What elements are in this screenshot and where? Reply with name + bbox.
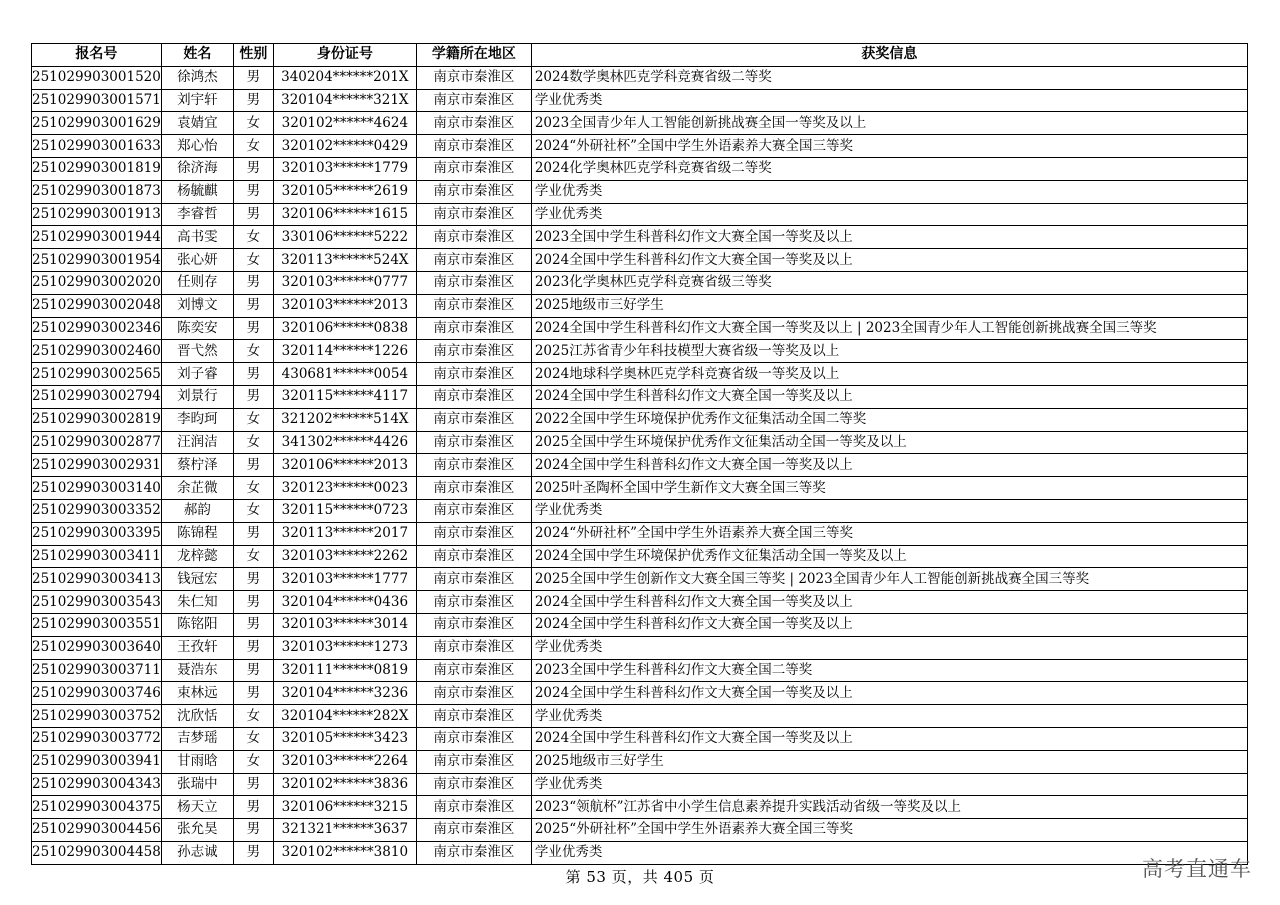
table-row: [32, 591, 1248, 614]
id-number-cell: 341302******4426: [273, 431, 416, 454]
table-row: [32, 89, 1248, 112]
registration-no-cell: 251029903003543: [32, 591, 162, 614]
registration-no-cell: 251029903001633: [32, 135, 162, 158]
region-cell: 南京市秦淮区: [416, 385, 531, 408]
name-cell: 龙梓懿: [161, 545, 233, 568]
name-cell: 王孜轩: [161, 636, 233, 659]
name-cell: 孙志诚: [161, 841, 233, 864]
name-cell: 郝韵: [161, 499, 233, 522]
award-info-cell: 2023全国青少年人工智能创新挑战赛全国一等奖及以上: [531, 112, 1247, 135]
table-row: [32, 408, 1248, 431]
region-cell: 南京市秦淮区: [416, 294, 531, 317]
award-info-cell: 2025地级市三好学生: [531, 750, 1247, 773]
award-info-cell: 学业优秀类: [531, 636, 1247, 659]
id-number-cell: 320104******321X: [273, 89, 416, 112]
registration-no-cell: 251029903001954: [32, 249, 162, 272]
award-info-cell: 2022全国中学生环境保护优秀作文征集活动全国二等奖: [531, 408, 1247, 431]
name-cell: 蔡柠泽: [161, 454, 233, 477]
registration-no-cell: 251029903003413: [32, 568, 162, 591]
name-cell: 刘宇轩: [161, 89, 233, 112]
award-info-cell: 2024化学奥林匹克学科竞赛省级二等奖: [531, 157, 1247, 180]
id-number-cell: 320106******3215: [273, 796, 416, 819]
table-row: [32, 819, 1248, 842]
region-cell: 南京市秦淮区: [416, 203, 531, 226]
name-cell: 刘博文: [161, 294, 233, 317]
region-cell: 南京市秦淮区: [416, 408, 531, 431]
region-cell: 南京市秦淮区: [416, 819, 531, 842]
name-cell: 徐济海: [161, 157, 233, 180]
id-number-cell: 320103******1273: [273, 636, 416, 659]
name-cell: 余芷微: [161, 477, 233, 500]
region-cell: 南京市秦淮区: [416, 89, 531, 112]
award-info-cell: 2024“外研社杯”全国中学生外语素养大赛全国三等奖: [531, 135, 1247, 158]
table-row: [32, 545, 1248, 568]
gender-cell: 男: [233, 317, 273, 340]
name-cell: 陈铭阳: [161, 613, 233, 636]
gender-cell: 男: [233, 819, 273, 842]
award-info-cell: 2024全国中学生环境保护优秀作文征集活动全国一等奖及以上: [531, 545, 1247, 568]
award-list-table: [31, 43, 1248, 865]
gender-cell: 男: [233, 363, 273, 386]
name-cell: 朱仁知: [161, 591, 233, 614]
award-info-cell: 2023全国中学生科普科幻作文大赛全国一等奖及以上: [531, 226, 1247, 249]
header-id-number: 身份证号: [273, 44, 416, 67]
id-number-cell: 320115******0723: [273, 499, 416, 522]
gender-cell: 男: [233, 271, 273, 294]
id-number-cell: 320113******524X: [273, 249, 416, 272]
award-info-cell: 2024全国中学生科普科幻作文大赛全国一等奖及以上: [531, 249, 1247, 272]
registration-no-cell: 251029903003941: [32, 750, 162, 773]
award-info-cell: 学业优秀类: [531, 203, 1247, 226]
id-number-cell: 320106******2013: [273, 454, 416, 477]
region-cell: 南京市秦淮区: [416, 636, 531, 659]
region-cell: 南京市秦淮区: [416, 591, 531, 614]
id-number-cell: 320102******3810: [273, 841, 416, 864]
id-number-cell: 320105******3423: [273, 727, 416, 750]
award-info-cell: 2025全国中学生环境保护优秀作文征集活动全国一等奖及以上: [531, 431, 1247, 454]
name-cell: 任则存: [161, 271, 233, 294]
region-cell: 南京市秦淮区: [416, 841, 531, 864]
award-info-cell: 2025全国中学生创新作文大赛全国三等奖 | 2023全国青少年人工智能创新挑战赛全国三等奖: [531, 568, 1247, 591]
name-cell: 汪润洁: [161, 431, 233, 454]
gender-cell: 女: [233, 431, 273, 454]
registration-no-cell: 251029903004343: [32, 773, 162, 796]
gender-cell: 女: [233, 135, 273, 158]
name-cell: 钱冠宏: [161, 568, 233, 591]
gender-cell: 男: [233, 841, 273, 864]
table-row: [32, 727, 1248, 750]
award-info-cell: 2025江苏省青少年科技模型大赛省级一等奖及以上: [531, 340, 1247, 363]
region-cell: 南京市秦淮区: [416, 363, 531, 386]
id-number-cell: 320111******0819: [273, 659, 416, 682]
region-cell: 南京市秦淮区: [416, 317, 531, 340]
gender-cell: 男: [233, 89, 273, 112]
table-row: [32, 180, 1248, 203]
award-info-cell: 2024全国中学生科普科幻作文大赛全国一等奖及以上: [531, 385, 1247, 408]
name-cell: 郑心怡: [161, 135, 233, 158]
table-row: [32, 112, 1248, 135]
table-row: [32, 705, 1248, 728]
registration-no-cell: 251029903001520: [32, 66, 162, 89]
registration-no-cell: 251029903003640: [32, 636, 162, 659]
table-row: [32, 750, 1248, 773]
region-cell: 南京市秦淮区: [416, 705, 531, 728]
table-row: [32, 294, 1248, 317]
region-cell: 南京市秦淮区: [416, 773, 531, 796]
region-cell: 南京市秦淮区: [416, 226, 531, 249]
header-award-info: 获奖信息: [531, 44, 1247, 67]
id-number-cell: 340204******201X: [273, 66, 416, 89]
registration-no-cell: 251029903003711: [32, 659, 162, 682]
table-row: [32, 340, 1248, 363]
region-cell: 南京市秦淮区: [416, 340, 531, 363]
award-info-cell: 2024地球科学奥林匹克学科竞赛省级一等奖及以上: [531, 363, 1247, 386]
region-cell: 南京市秦淮区: [416, 796, 531, 819]
region-cell: 南京市秦淮区: [416, 499, 531, 522]
registration-no-cell: 251029903003746: [32, 682, 162, 705]
id-number-cell: 321202******514X: [273, 408, 416, 431]
registration-no-cell: 251029903003395: [32, 522, 162, 545]
award-info-cell: 2023化学奥林匹克学科竞赛省级三等奖: [531, 271, 1247, 294]
region-cell: 南京市秦淮区: [416, 157, 531, 180]
registration-no-cell: 251029903003352: [32, 499, 162, 522]
id-number-cell: 320113******2017: [273, 522, 416, 545]
gender-cell: 男: [233, 591, 273, 614]
region-cell: 南京市秦淮区: [416, 477, 531, 500]
award-info-cell: 学业优秀类: [531, 499, 1247, 522]
registration-no-cell: 251029903002931: [32, 454, 162, 477]
gender-cell: 女: [233, 340, 273, 363]
name-cell: 晋弋然: [161, 340, 233, 363]
gender-cell: 男: [233, 294, 273, 317]
table-row: [32, 659, 1248, 682]
gender-cell: 男: [233, 385, 273, 408]
region-cell: 南京市秦淮区: [416, 750, 531, 773]
region-cell: 南京市秦淮区: [416, 545, 531, 568]
name-cell: 杨天立: [161, 796, 233, 819]
gender-cell: 男: [233, 773, 273, 796]
registration-no-cell: 251029903004456: [32, 819, 162, 842]
registration-no-cell: 251029903003752: [32, 705, 162, 728]
table-row: [32, 385, 1248, 408]
gender-cell: 男: [233, 522, 273, 545]
gender-cell: 男: [233, 659, 273, 682]
id-number-cell: 320103******2264: [273, 750, 416, 773]
id-number-cell: 320103******1779: [273, 157, 416, 180]
award-info-cell: 学业优秀类: [531, 705, 1247, 728]
name-cell: 吉梦瑶: [161, 727, 233, 750]
name-cell: 李昀珂: [161, 408, 233, 431]
award-info-cell: 2024数学奥林匹克学科竞赛省级二等奖: [531, 66, 1247, 89]
id-number-cell: 320104******3236: [273, 682, 416, 705]
award-info-cell: 2024全国中学生科普科幻作文大赛全国一等奖及以上: [531, 613, 1247, 636]
id-number-cell: 320123******0023: [273, 477, 416, 500]
registration-no-cell: 251029903003411: [32, 545, 162, 568]
table-body: [32, 66, 1248, 864]
award-info-cell: 2024“外研社杯”全国中学生外语素养大赛全国三等奖: [531, 522, 1247, 545]
table-header-row: [32, 44, 1248, 67]
gender-cell: 女: [233, 545, 273, 568]
table-row: [32, 66, 1248, 89]
name-cell: 沈欣恬: [161, 705, 233, 728]
header-registration-no: 报名号: [32, 44, 162, 67]
table-row: [32, 682, 1248, 705]
name-cell: 高书雯: [161, 226, 233, 249]
gender-cell: 男: [233, 454, 273, 477]
gender-cell: 女: [233, 727, 273, 750]
id-number-cell: 320102******4624: [273, 112, 416, 135]
gender-cell: 男: [233, 682, 273, 705]
gender-cell: 男: [233, 636, 273, 659]
id-number-cell: 320114******1226: [273, 340, 416, 363]
name-cell: 张心妍: [161, 249, 233, 272]
id-number-cell: 320104******0436: [273, 591, 416, 614]
region-cell: 南京市秦淮区: [416, 135, 531, 158]
award-info-cell: 学业优秀类: [531, 773, 1247, 796]
id-number-cell: 320103******3014: [273, 613, 416, 636]
region-cell: 南京市秦淮区: [416, 112, 531, 135]
table-row: [32, 613, 1248, 636]
award-info-cell: 2024全国中学生科普科幻作文大赛全国一等奖及以上: [531, 682, 1247, 705]
gender-cell: 女: [233, 408, 273, 431]
award-info-cell: 2025“外研社杯”全国中学生外语素养大赛全国三等奖: [531, 819, 1247, 842]
region-cell: 南京市秦淮区: [416, 431, 531, 454]
region-cell: 南京市秦淮区: [416, 271, 531, 294]
region-cell: 南京市秦淮区: [416, 613, 531, 636]
award-info-cell: 2024全国中学生科普科幻作文大赛全国一等奖及以上: [531, 591, 1247, 614]
id-number-cell: 320105******2619: [273, 180, 416, 203]
name-cell: 陈锦程: [161, 522, 233, 545]
registration-no-cell: 251029903003551: [32, 613, 162, 636]
name-cell: 陈奕安: [161, 317, 233, 340]
name-cell: 张允昊: [161, 819, 233, 842]
registration-no-cell: 251029903002460: [32, 340, 162, 363]
region-cell: 南京市秦淮区: [416, 682, 531, 705]
name-cell: 刘子睿: [161, 363, 233, 386]
award-info-cell: 2025叶圣陶杯全国中学生新作文大赛全国三等奖: [531, 477, 1247, 500]
id-number-cell: 320104******282X: [273, 705, 416, 728]
table-row: [32, 796, 1248, 819]
watermark-text: 高考直通车: [1142, 857, 1252, 881]
name-cell: 徐鸿杰: [161, 66, 233, 89]
id-number-cell: 320103******2013: [273, 294, 416, 317]
id-number-cell: 320103******2262: [273, 545, 416, 568]
name-cell: 甘雨晗: [161, 750, 233, 773]
table-row: [32, 317, 1248, 340]
award-info-cell: 学业优秀类: [531, 180, 1247, 203]
header-region: 学籍所在地区: [416, 44, 531, 67]
award-info-cell: 2024全国中学生科普科幻作文大赛全国一等奖及以上 | 2023全国青少年人工智能创新挑战赛全国三等奖: [531, 317, 1247, 340]
page-number: 第 53 页，共 405 页: [565, 868, 715, 886]
region-cell: 南京市秦淮区: [416, 249, 531, 272]
gender-cell: 女: [233, 112, 273, 135]
registration-no-cell: 251029903001944: [32, 226, 162, 249]
id-number-cell: 320106******0838: [273, 317, 416, 340]
gender-cell: 男: [233, 796, 273, 819]
id-number-cell: 320103******1777: [273, 568, 416, 591]
registration-no-cell: 251029903001571: [32, 89, 162, 112]
table-row: [32, 363, 1248, 386]
table-row: [32, 522, 1248, 545]
table-row: [32, 477, 1248, 500]
name-cell: 李睿哲: [161, 203, 233, 226]
registration-no-cell: 251029903001819: [32, 157, 162, 180]
name-cell: 杨毓麒: [161, 180, 233, 203]
gender-cell: 女: [233, 226, 273, 249]
gender-cell: 女: [233, 750, 273, 773]
region-cell: 南京市秦淮区: [416, 727, 531, 750]
table-row: [32, 203, 1248, 226]
id-number-cell: 321321******3637: [273, 819, 416, 842]
gender-cell: 男: [233, 66, 273, 89]
registration-no-cell: 251029903002877: [32, 431, 162, 454]
table-row: [32, 431, 1248, 454]
gender-cell: 男: [233, 613, 273, 636]
name-cell: 束林远: [161, 682, 233, 705]
gender-cell: 男: [233, 157, 273, 180]
region-cell: 南京市秦淮区: [416, 454, 531, 477]
table-row: [32, 568, 1248, 591]
table-row: [32, 135, 1248, 158]
award-info-cell: 2023全国中学生科普科幻作文大赛全国二等奖: [531, 659, 1247, 682]
registration-no-cell: 251029903003772: [32, 727, 162, 750]
id-number-cell: 320103******0777: [273, 271, 416, 294]
table-row: [32, 841, 1248, 864]
registration-no-cell: 251029903002048: [32, 294, 162, 317]
name-cell: 刘景行: [161, 385, 233, 408]
registration-no-cell: 251029903004375: [32, 796, 162, 819]
registration-no-cell: 251029903002794: [32, 385, 162, 408]
region-cell: 南京市秦淮区: [416, 66, 531, 89]
registration-no-cell: 251029903002819: [32, 408, 162, 431]
table-row: [32, 454, 1248, 477]
id-number-cell: 320102******3836: [273, 773, 416, 796]
registration-no-cell: 251029903001629: [32, 112, 162, 135]
id-number-cell: 330106******5222: [273, 226, 416, 249]
gender-cell: 女: [233, 705, 273, 728]
table-row: [32, 636, 1248, 659]
registration-no-cell: 251029903002565: [32, 363, 162, 386]
table-row: [32, 249, 1248, 272]
region-cell: 南京市秦淮区: [416, 568, 531, 591]
gender-cell: 女: [233, 249, 273, 272]
region-cell: 南京市秦淮区: [416, 659, 531, 682]
award-info-cell: 2024全国中学生科普科幻作文大赛全国一等奖及以上: [531, 454, 1247, 477]
award-info-cell: 学业优秀类: [531, 841, 1247, 864]
gender-cell: 男: [233, 203, 273, 226]
gender-cell: 女: [233, 477, 273, 500]
table-row: [32, 157, 1248, 180]
table-row: [32, 499, 1248, 522]
id-number-cell: 430681******0054: [273, 363, 416, 386]
header-name: 姓名: [161, 44, 233, 67]
id-number-cell: 320115******4117: [273, 385, 416, 408]
award-info-cell: 2023“领航杯”江苏省中小学生信息素养提升实践活动省级一等奖及以上: [531, 796, 1247, 819]
name-cell: 张瑞中: [161, 773, 233, 796]
registration-no-cell: 251029903002020: [32, 271, 162, 294]
gender-cell: 女: [233, 499, 273, 522]
header-gender: 性别: [233, 44, 273, 67]
gender-cell: 男: [233, 568, 273, 591]
registration-no-cell: 251029903001913: [32, 203, 162, 226]
table-row: [32, 773, 1248, 796]
registration-no-cell: 251029903003140: [32, 477, 162, 500]
table-row: [32, 271, 1248, 294]
id-number-cell: 320106******1615: [273, 203, 416, 226]
registration-no-cell: 251029903004458: [32, 841, 162, 864]
table-row: [32, 226, 1248, 249]
id-number-cell: 320102******0429: [273, 135, 416, 158]
region-cell: 南京市秦淮区: [416, 180, 531, 203]
region-cell: 南京市秦淮区: [416, 522, 531, 545]
award-info-cell: 2024全国中学生科普科幻作文大赛全国一等奖及以上: [531, 727, 1247, 750]
award-info-cell: 2025地级市三好学生: [531, 294, 1247, 317]
registration-no-cell: 251029903002346: [32, 317, 162, 340]
name-cell: 袁婧宜: [161, 112, 233, 135]
gender-cell: 男: [233, 180, 273, 203]
award-info-cell: 学业优秀类: [531, 89, 1247, 112]
registration-no-cell: 251029903001873: [32, 180, 162, 203]
name-cell: 聂浩东: [161, 659, 233, 682]
